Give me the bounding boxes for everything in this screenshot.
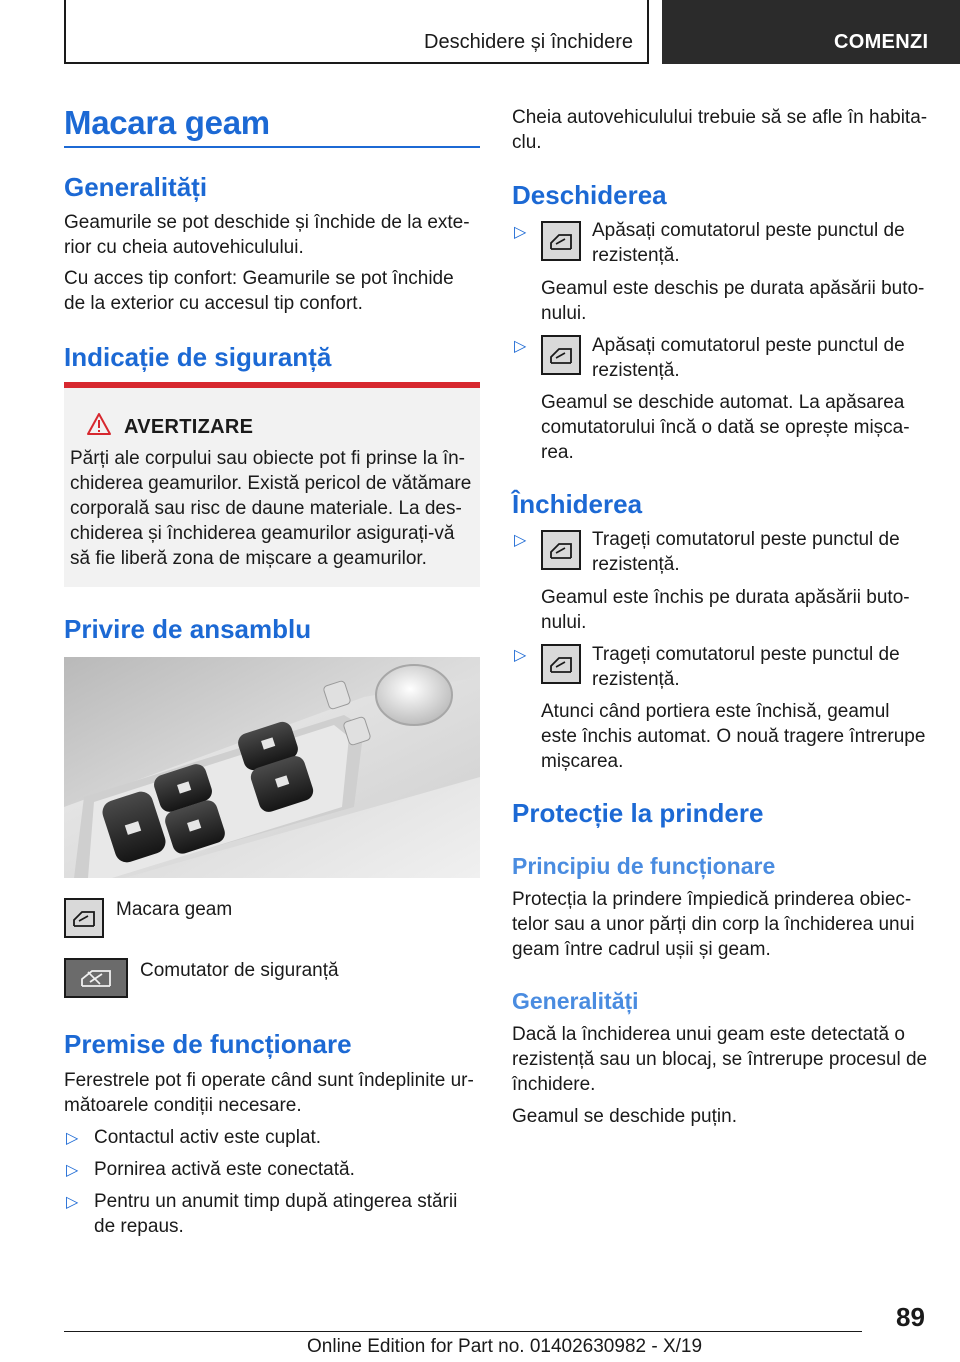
chapter-title: COMENZI: [834, 31, 929, 53]
prereq-bullet-3: Pentru un anumit timp după atingerea stării de repaus.: [94, 1191, 458, 1237]
open-step-2-desc: Geamul se deschide automat. La apăsarea comutatorului încă o dată se oprește mișca- rea.: [541, 392, 910, 463]
close-step-1-desc: Geamul este închis pe durata apăsării buto- nului.: [541, 587, 910, 633]
header-section-box: [64, 0, 649, 64]
chapter-tab: [662, 0, 960, 64]
window-switch-icon: [541, 221, 581, 261]
close-step-1: Trageți comutatorul peste punctul de rezistență.: [592, 529, 900, 575]
page-title: Macara geam: [64, 104, 270, 141]
safety-switch-icon: [64, 958, 128, 998]
bullet-icon: ▷: [514, 647, 527, 664]
prereq-bullet-1: Contactul activ este cuplat.: [94, 1127, 322, 1148]
window-switch-icon: [541, 530, 581, 570]
window-switch-icon: [64, 898, 104, 938]
prereq-text: Ferestrele pot fi operate când sunt îndeplinite ur- mătoarele condiții necesare.: [64, 1070, 474, 1116]
bullet-icon: ▷: [514, 532, 527, 549]
overview-item-safety: Comutator de siguranță: [140, 960, 339, 981]
warning-title: AVERTIZARE: [124, 416, 254, 438]
pinch-general-text-2: Geamul se deschide puțin.: [512, 1106, 737, 1127]
principle-text: Protecția la prindere împiedică prinderea obiec- telor sau a unor părți din corp la închiderea unui geam între cadrul ușii și geam.: [512, 889, 915, 960]
section-title: Deschidere și închidere: [424, 31, 633, 53]
overview-heading: Privire de ansamblu: [64, 614, 312, 644]
general-text-2: Cu acces tip confort: Geamurile se pot închide de la exterior cu accesul tip confort.: [64, 268, 454, 314]
window-switch-photo: [64, 657, 480, 878]
overview-item-window: Macara geam: [116, 899, 233, 920]
general-text-1: Geamurile se pot deschide și închide de la exte- rior cu cheia autovehiculului.: [64, 212, 470, 258]
principle-heading: Principiu de funcționare: [512, 853, 776, 879]
footer-edition: Online Edition for Part no. 01402630982 - X/19: [307, 1336, 703, 1357]
pinch-general-heading: Generalități: [512, 988, 639, 1014]
pinch-general-text: Dacă la închiderea unui geam este detectată o rezistență sau un blocaj, se întrerupe procesul de închidere.: [512, 1024, 928, 1095]
open-step-1-desc: Geamul este deschis pe durata apăsării buto- nului.: [541, 278, 925, 324]
close-step-2-desc: Atunci când portiera este închisă, geamul este închis automat. O nouă tragere întrerupe mișcarea.: [541, 701, 926, 772]
window-switch-icon: [541, 644, 581, 684]
bullet-icon: ▷: [66, 1130, 79, 1147]
open-heading: Deschiderea: [512, 180, 667, 210]
bullet-icon: ▷: [514, 338, 527, 355]
open-step-2: Apăsați comutatorul peste punctul de rezistență.: [592, 335, 905, 381]
bullet-icon: ▷: [66, 1162, 79, 1179]
key-intro: Cheia autovehiculului trebuie să se afle în habita- clu.: [512, 107, 928, 153]
bullet-icon: ▷: [514, 224, 527, 241]
page-number: 89: [896, 1302, 925, 1332]
bullet-icon: ▷: [66, 1194, 79, 1211]
footer-rule: [64, 1331, 862, 1332]
warning-box: [64, 382, 480, 587]
prereq-heading: Premise de funcționare: [64, 1029, 352, 1059]
general-heading: Generalități: [64, 172, 208, 202]
title-rule: [64, 146, 480, 148]
warning-triangle-icon: [86, 412, 112, 436]
close-step-2: Trageți comutatorul peste punctul de rezistență.: [592, 644, 900, 690]
window-switch-icon: [541, 335, 581, 375]
warning-text: Părți ale corpului sau obiecte pot fi prinse la în- chiderea geamurilor. Există pericol de vătămare corporală sau risc de daune materiale. La des- chiderea și închiderea geamurilor asigurați-vă să fie liberă zona de mișcare a geamurilor.: [70, 448, 472, 569]
safety-heading: Indicație de siguranță: [64, 342, 332, 372]
open-step-1: Apăsați comutatorul peste punctul de rezistență.: [592, 220, 905, 266]
prereq-bullet-2: Pornirea activă este conectată.: [94, 1159, 355, 1180]
pinch-heading: Protecție la prindere: [512, 798, 764, 828]
close-heading: Închiderea: [512, 489, 643, 519]
